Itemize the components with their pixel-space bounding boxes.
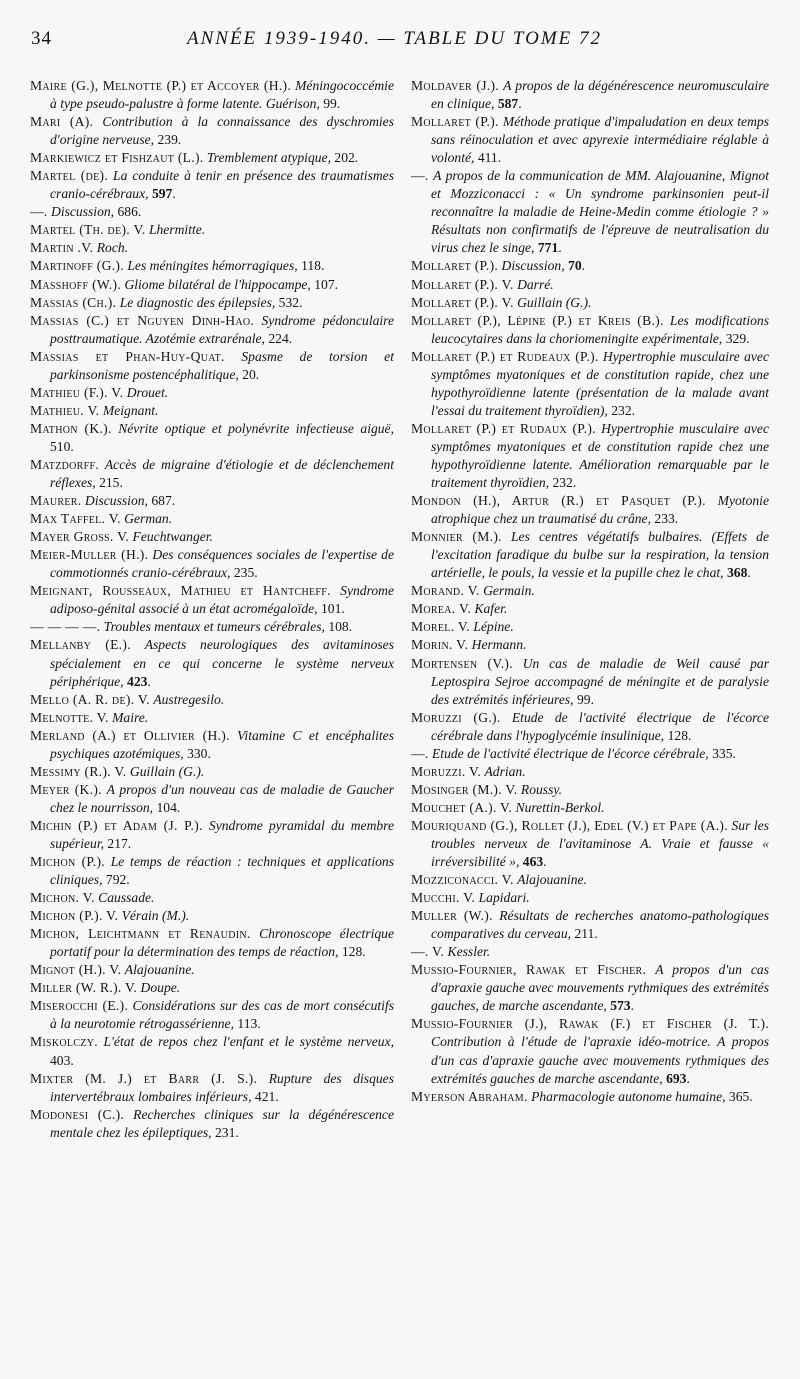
author-name: Mathieu. V. bbox=[30, 402, 100, 418]
article-title: Discussion, bbox=[501, 258, 565, 274]
article-title: Recherches cliniques sur la dégénérescence mentale chez les épileptiques, bbox=[50, 1106, 394, 1140]
page-reference: 233 bbox=[654, 511, 675, 527]
author-name: Moruzzi (G.). bbox=[411, 709, 501, 725]
page-reference: 329 bbox=[725, 330, 747, 346]
article-title: Myotonie atrophique chez un traumatisé du crâne, bbox=[431, 493, 769, 527]
index-entry: Mixter (M. J.) et Barr (J. S.). Rupture des disques intervertébraux lombaires inférieurs, 421. bbox=[30, 1070, 395, 1104]
page-reference: 463 bbox=[522, 854, 544, 870]
author-name: Morin. V. bbox=[411, 637, 469, 653]
page-reference: 532 bbox=[278, 294, 300, 310]
author-name: Mixter (M. J.) et Barr (J. S.). bbox=[30, 1070, 258, 1086]
running-title: ANNÉE 1939-1940. — TABLE DU TOME 72 bbox=[187, 28, 602, 49]
index-entry: Michon, Leichtmann et Renaudin. Chronoscope électrique portatif pour la détermination des temps de réaction, 128. bbox=[30, 926, 394, 960]
page-reference: 587 bbox=[497, 96, 519, 112]
author-name: Mathon (K.). bbox=[30, 420, 112, 436]
article-title: Contribution à la connaissance des dyschromies d'origine nerveuse, bbox=[50, 114, 394, 148]
page-number: 34 bbox=[31, 28, 52, 49]
author-name: Mouriquand (G.), Rollet (J.), Edel (V.) et Pape (A.). bbox=[411, 817, 728, 833]
author-name: —. bbox=[411, 745, 429, 761]
author-name: —. V. bbox=[411, 944, 445, 960]
article-title: Le diagnostic des épilepsies, bbox=[119, 294, 276, 310]
article-title: Rupture des disques intervertébraux lombaires inférieurs, bbox=[50, 1070, 395, 1104]
author-name: Mussio-Fournier (J.), Rawak (F.) et Fischer (J. T.). bbox=[411, 1016, 769, 1032]
article-title: Kessler. bbox=[447, 944, 491, 960]
author-name: Mollaret (P.). bbox=[411, 114, 499, 130]
page-reference: 686 bbox=[117, 204, 138, 220]
article-title: Hypertrophie musculaire avec symptômes myatoniques et de constitution rapide, chez une hypothyroïdienne latente (présentation de la malade avant l'essai du traitement thyroïdien), bbox=[431, 348, 770, 418]
author-name: Mussio-Fournier, Rawak et Fischer. bbox=[411, 962, 647, 978]
author-name: Massias (C.) et Nguyen Dinh-Hao. bbox=[30, 312, 255, 328]
author-name: Mondon (H.), Artur (R.) et Pasquet (P.). bbox=[411, 493, 706, 509]
index-entry: Mollaret (P.) et Rudeaux (P.). Hypertrophie musculaire avec symptômes myatoniques et de constitution rapide, chez une hypothyroïdienne latente (présentation de la malade avant l'essai du traitement thyroïdien), 232. bbox=[411, 348, 770, 418]
article-title: Kafer. bbox=[474, 601, 508, 617]
page-reference: 217 bbox=[107, 835, 128, 851]
index-entry: Meyer (K.). A propos d'un nouveau cas de maladie de Gaucher chez le nourrisson, 104. bbox=[30, 781, 395, 815]
page-reference: 232 bbox=[611, 402, 632, 418]
index-entry: Michin (P.) et Adam (J. P.). Syndrome pyramidal du membre supérieur, 217. bbox=[30, 817, 395, 851]
article-title: Maire. bbox=[112, 709, 149, 725]
page-reference: 693 bbox=[666, 1070, 687, 1086]
article-title: Chronoscope électrique portatif pour la détermination des temps de réaction, bbox=[50, 926, 394, 960]
index-entry: Monnier (M.). Les centres végétatifs bulbaires. (Effets de l'excitation faradique du bulbe sur la respiration, la tension artérielle, le pouls, la vessie et la pupille chez le chat, 368. bbox=[411, 529, 769, 581]
article-title: A propos de la communication de MM. Alajouanine, Mignot et Mozziconacci : « Un syndrome parkinsonien peut-il reconnaître la maladie de Heine-Medin comme étiologie ? » Résultats non confirmatifs de l'épreuve de neutralisation du virus chez le singe, bbox=[431, 168, 769, 256]
author-name: Mucchi. V. bbox=[411, 890, 476, 906]
author-name: Mignot (H.). V. bbox=[30, 962, 122, 978]
author-name: Merland (A.) et Ollivier (H.). bbox=[30, 727, 230, 743]
author-name: Miller (W. R.). V. bbox=[30, 980, 138, 996]
author-name: Matzdorff. bbox=[30, 456, 100, 472]
article-title: Névrite optique et polynévrite infectieuse aiguë, bbox=[118, 420, 394, 436]
index-entry: Muller (W.). Résultats de recherches anatomo-pathologiques comparatives du cerveau, 211. bbox=[411, 908, 769, 942]
index-entry: Mollaret (P.). Discussion, 70. bbox=[411, 258, 586, 274]
page-header bbox=[31, 28, 758, 56]
article-title: Austregesilo. bbox=[153, 691, 225, 707]
index-entry: Merland (A.) et Ollivier (H.). Vitamine C et encéphalites psychiques azotémiques, 330. bbox=[30, 727, 394, 761]
index-entry bbox=[30, 510, 394, 528]
author-name: Mello (A. R. de). V. bbox=[30, 691, 150, 707]
article-title: Contribution à l'étude de l'apraxie idéo-motrice. A propos d'un cas d'apraxie gauche avec mouvements rythmiques des extrémités gauches de marche ascendante, bbox=[431, 1034, 769, 1086]
page-reference: 573 bbox=[610, 998, 631, 1014]
index-column-right bbox=[411, 77, 769, 1106]
article-title: Meignant. bbox=[102, 402, 159, 418]
author-name: Muller (W.). bbox=[411, 908, 493, 924]
author-name: Massias (Ch.). bbox=[30, 294, 117, 310]
author-name: Masshoff (W.). bbox=[30, 276, 122, 292]
author-name: Michin (P.) et Adam (J. P.). bbox=[30, 817, 203, 833]
article-title: Alajouanine. bbox=[124, 962, 195, 978]
page-reference: 365 bbox=[728, 1088, 750, 1104]
author-name: Martin .V. bbox=[30, 240, 94, 256]
index-entry: Mari (A). Contribution à la connaissance des dyschromies d'origine nerveuse, 239. bbox=[30, 114, 394, 148]
article-title: Doupe. bbox=[140, 980, 181, 996]
index-entry: —. Discussion, 686. bbox=[30, 204, 142, 220]
page-reference: 597 bbox=[151, 186, 173, 202]
index-entry bbox=[30, 528, 394, 546]
article-title: Spasme de torsion et parkinsonisme postencéphalitique, bbox=[50, 348, 394, 382]
index-entry: Michon (P.). Le temps de réaction : techniques et applications cliniques, 792. bbox=[30, 854, 394, 888]
article-title: Lhermitte. bbox=[148, 222, 206, 238]
page-reference: 231 bbox=[214, 1124, 236, 1140]
index-entry: Mussio-Fournier (J.), Rawak (F.) et Fischer (J. T.). Contribution à l'étude de l'apraxie idéo-motrice. A propos d'un cas d'apraxie gauche avec mouvements rythmiques des extrémités gauches de marche ascendante, 693. bbox=[411, 1016, 769, 1086]
article-title: Alajouanine. bbox=[517, 872, 587, 888]
author-name: Martinoff (G.). bbox=[30, 258, 124, 274]
page-reference: 70 bbox=[568, 258, 582, 274]
index-entry: Mortensen (V.). Un cas de maladie de Weil causé par Leptospira Sejroe accompagné de méningite et de paralysie des extrémités inférieures, 99. bbox=[411, 655, 769, 707]
page-reference: 423 bbox=[127, 673, 148, 689]
index-entry bbox=[411, 600, 769, 618]
author-name: Martel (de). bbox=[30, 168, 109, 184]
page-reference: 128 bbox=[667, 727, 688, 743]
page-reference: 20 bbox=[242, 366, 256, 382]
article-title: L'état de repos chez l'enfant et le système nerveux, bbox=[103, 1034, 395, 1050]
index-entry bbox=[411, 294, 769, 312]
page-reference: 108 bbox=[328, 619, 349, 635]
author-name: Meyer (K.). bbox=[30, 781, 102, 797]
index-entry: Mollaret (P.), Lépine (P.) et Kreis (B.). Les modifications leucocytaires dans la choriomeningite expérimentale, 329. bbox=[411, 312, 769, 346]
page-reference: 211 bbox=[574, 926, 595, 942]
article-title: Hermann. bbox=[471, 637, 527, 653]
page-reference: 403 bbox=[50, 1052, 71, 1068]
index-entry: Modonesi (C.). Recherches cliniques sur la dégénérescence mentale chez les épileptiques, 231. bbox=[30, 1106, 394, 1140]
author-name: Moldaver (J.). bbox=[411, 78, 500, 93]
index-entry: Mouriquand (G.), Rollet (J.), Edel (V.) et Pape (A.). Sur les troubles nerveux de l'avitaminose A. Vraie et fausse « irréversibilité », 463. bbox=[411, 817, 770, 870]
article-title: Méningococcémie à type pseudo-palustre à forme latente. Guérison, bbox=[50, 78, 394, 112]
article-title: Syndrome adiposo-génital associé à un état acromégaloïde, bbox=[50, 583, 394, 617]
index-entry bbox=[411, 582, 769, 600]
index-entry: Maire (G.), Melnotte (P.) et Accoyer (H.). Méningococcémie à type pseudo-palustre à forme latente. Guérison, 99. bbox=[30, 78, 394, 112]
index-entry bbox=[411, 943, 769, 961]
author-name: Miskolczy. bbox=[30, 1034, 98, 1050]
index-entry bbox=[30, 979, 394, 997]
page-reference: 687 bbox=[151, 493, 172, 509]
author-name: Martel (Th. de). V. bbox=[30, 222, 146, 238]
index-entry: Massias et Phan-Huy-Quat. Spasme de torsion et parkinsonisme postencéphalitique, 20. bbox=[30, 348, 394, 382]
page-reference: 411 bbox=[477, 150, 498, 166]
article-title: Méthode pratique d'impaludation en deux temps sans réinoculation et avec apyrexie intermédiaire réglable à volonté, bbox=[431, 114, 769, 166]
author-name: Mozziconacci. V. bbox=[411, 872, 514, 888]
index-entry bbox=[30, 402, 394, 420]
index-entry bbox=[30, 221, 394, 239]
article-title: A propos de la dégénérescence neuromusculaire en clinique, bbox=[431, 78, 769, 112]
author-name: Mollaret (P.). V. bbox=[411, 294, 514, 310]
article-title: Etude de l'activité électrique de l'écorce cérébrale dans l'hypoglycémie insulinique, bbox=[431, 709, 769, 743]
index-entry bbox=[30, 239, 394, 257]
article-title: Discussion, bbox=[51, 204, 115, 220]
page-reference: 118 bbox=[301, 258, 321, 274]
article-title: Roch. bbox=[96, 240, 129, 256]
index-entry: Mussio-Fournier, Rawak et Fischer. A propos d'un cas d'apraxie gauche avec mouvements rythmiques des extrémités gauches, de marche ascendante, 573. bbox=[411, 962, 769, 1014]
author-name: Massias et Phan-Huy-Quat. bbox=[30, 348, 225, 364]
index-entry bbox=[411, 276, 769, 294]
index-entry bbox=[411, 763, 769, 781]
article-title: Drouet. bbox=[126, 384, 169, 400]
article-title: Tremblement atypique, bbox=[206, 150, 331, 166]
index-entry bbox=[30, 907, 394, 925]
author-name: Mollaret (P.) et Rudeaux (P.). bbox=[411, 348, 599, 364]
index-entry bbox=[411, 781, 769, 799]
author-name: Morand. V. bbox=[411, 583, 480, 599]
author-name: —. bbox=[30, 204, 48, 220]
page-reference: 335 bbox=[712, 745, 733, 761]
article-title: Les modifications leucocytaires dans la choriomeningite expérimentale, bbox=[431, 312, 769, 346]
author-name: Mollaret (P.). bbox=[411, 258, 499, 274]
author-name: Melnotte. V. bbox=[30, 709, 109, 725]
author-name: Meier-Muller (H.). bbox=[30, 547, 149, 563]
index-entry: Meier-Muller (H.). Des conséquences sociales de l'expertise de commotionnés cranio-cérébraux, 235. bbox=[30, 547, 394, 581]
article-title: Guillain (G.). bbox=[517, 294, 592, 310]
article-title: Syndrome pédonculaire posttraumatique. Azotémie extrarénale, bbox=[50, 312, 394, 346]
article-title: Vitamine C et encéphalites psychiques azotémiques, bbox=[50, 727, 394, 761]
index-entry: Mathon (K.). Névrite optique et polynévrite infectieuse aiguë, 510. bbox=[30, 420, 394, 454]
article-title: Pharmacologie autonome humaine, bbox=[531, 1088, 726, 1104]
index-entry bbox=[411, 799, 769, 817]
author-name: Michon. V. bbox=[30, 890, 95, 906]
author-name: Mellanby (E.). bbox=[30, 637, 131, 653]
index-entry bbox=[30, 961, 394, 979]
page-reference: 99 bbox=[576, 691, 591, 707]
article-title: Les centres végétatifs bulbaires. (Effets de l'excitation faradique du bulbe sur la respiration, la tension artérielle, le pouls, la vessie et la pupille chez le chat, bbox=[431, 529, 769, 581]
index-entry bbox=[411, 618, 769, 636]
author-name: Mollaret (P.). V. bbox=[411, 276, 514, 292]
article-title: Etude de l'activité électrique de l'écorce cérébrale, bbox=[432, 745, 709, 761]
author-name: Mollaret (P.), Lépine (P.) et Kreis (B.). bbox=[411, 312, 664, 328]
index-entry: Mondon (H.), Artur (R.) et Pasquet (P.). Myotonie atrophique chez un traumatisé du crâne, 233. bbox=[411, 493, 769, 527]
index-entry bbox=[411, 889, 769, 907]
page-reference: 224 bbox=[268, 330, 289, 346]
index-entry: Markiewicz et Fishzaut (L.). Tremblement atypique, 202. bbox=[30, 150, 359, 166]
author-name: Mouchet (A.). V. bbox=[411, 799, 513, 815]
index-entry: Matzdorff. Accès de migraine d'étiologie et de déclenchement réflexes, 215. bbox=[30, 456, 394, 491]
index-entry: Myerson Abraham. Pharmacologie autonome humaine, 365. bbox=[411, 1088, 753, 1104]
article-title: Des conséquences sociales de l'expertise de commotionnés cranio-cérébraux, bbox=[50, 547, 394, 581]
article-title: Considérations sur des cas de mort consécutifs à la neurotomie rétrogassérienne, bbox=[50, 998, 394, 1032]
author-name: Michon, Leichtmann et Renaudin. bbox=[30, 926, 251, 942]
page-reference: 99 bbox=[323, 96, 337, 112]
index-entry: Miserocchi (E.). Considérations sur des cas de mort consécutifs à la neurotomie rétrogassérienne, 113. bbox=[30, 998, 394, 1032]
article-title: A propos d'un nouveau cas de maladie de Gaucher chez le nourrisson, bbox=[50, 781, 395, 815]
author-name: Messimy (R.). V. bbox=[30, 763, 127, 779]
article-title: Feuchtwanger. bbox=[132, 529, 213, 545]
author-name: Maire (G.), Melnotte (P.) et Accoyer (H.). bbox=[30, 78, 292, 93]
article-title: Guillain (G.). bbox=[129, 763, 205, 779]
author-name: Max Taffel. V. bbox=[30, 511, 121, 527]
article-title: Gliome bilatéral de l'hippocampe, bbox=[124, 276, 311, 292]
author-name: Michon (P.). V. bbox=[30, 908, 119, 924]
page-reference: 215 bbox=[99, 475, 120, 491]
article-title: Aspects neurologiques des avitaminoses spécialement en ce qui concerne le système nerveux périphérique, bbox=[50, 637, 394, 689]
author-name: —. bbox=[411, 168, 429, 184]
author-name: — — — —. bbox=[30, 619, 101, 635]
article-title: Discussion, bbox=[84, 493, 148, 509]
index-entry bbox=[30, 384, 394, 402]
article-title: Un cas de maladie de Weil causé par Leptospira Sejroe accompagné de méningite et de paralysie des extrémités inférieures, bbox=[431, 655, 769, 707]
author-name: Mari (A). bbox=[30, 114, 94, 130]
article-title: Lépine. bbox=[473, 619, 514, 635]
author-name: Mathieu (F.). V. bbox=[30, 384, 124, 400]
author-name: Miserocchi (E.). bbox=[30, 998, 129, 1014]
article-title: Caussade. bbox=[98, 890, 155, 906]
page-reference: 792 bbox=[105, 872, 127, 888]
index-column-left bbox=[30, 77, 394, 1142]
article-title: Adrian. bbox=[484, 763, 526, 779]
article-title: Darré. bbox=[517, 276, 554, 292]
author-name: Mortensen (V.). bbox=[411, 655, 513, 671]
author-name: Maurer. bbox=[30, 493, 82, 509]
author-name: Markiewicz et Fishzaut (L.). bbox=[30, 150, 204, 166]
index-entry: —. A propos de la communication de MM. Alajouanine, Mignot et Mozziconacci : « Un syndrome parkinsonien peut-il reconnaître la maladie de Heine-Medin comme étiologie ? » Résultats non confirmatifs de l'épreuve de neutralisation du virus chez le singe, 771. bbox=[411, 168, 769, 256]
page-reference: 232 bbox=[552, 475, 573, 491]
page-reference: 239 bbox=[157, 132, 178, 148]
index-entry bbox=[411, 636, 769, 654]
article-title: Accès de migraine d'étiologie et de déclenchement réflexes, bbox=[50, 456, 394, 491]
index-entry: —. Etude de l'activité électrique de l'écorce cérébrale, 335. bbox=[411, 745, 736, 761]
index-entry bbox=[411, 871, 769, 889]
page-reference: 101 bbox=[320, 601, 342, 617]
article-title: A propos d'un cas d'apraxie gauche avec mouvements rythmiques des extrémités gauches, de marche ascendante, bbox=[431, 962, 769, 1014]
page-reference: 368 bbox=[726, 565, 748, 581]
author-name: Mosinger (M.). V. bbox=[411, 781, 518, 797]
author-name: Michon (P.). bbox=[30, 854, 105, 870]
author-name: Mollaret (P.) et Rudaux (P.). bbox=[411, 420, 596, 436]
article-title: Troubles mentaux et tumeurs cérébrales, bbox=[103, 619, 325, 635]
author-name: Mayer Gross. V. bbox=[30, 529, 130, 545]
index-entry: Masshoff (W.). Gliome bilatéral de l'hippocampe, 107. bbox=[30, 276, 339, 292]
index-entry bbox=[30, 763, 394, 781]
index-entry: Mollaret (P.). Méthode pratique d'impaludation en deux temps sans réinoculation et avec apyrexie intermédiaire réglable à volonté, 411. bbox=[411, 114, 769, 166]
article-title: Roussy. bbox=[520, 781, 563, 797]
index-entry: Mollaret (P.) et Rudaux (P.). Hypertrophie musculaire avec symptômes myatoniques et de constitution rapide chez une hypothyroïdienne latente. Amélioration remarquable par le traitement thyroïdien, 232. bbox=[411, 420, 769, 491]
index-entry: Martel (de). La conduite à tenir en présence des traumatismes cranio-cérébraux, 597. bbox=[30, 168, 395, 202]
article-title: Résultats de recherches anatomo-pathologiques comparatives du cerveau, bbox=[431, 908, 769, 942]
article-title: Sur les troubles nerveux de l'avitaminose A. Vraie et fausse « irréversibilité », bbox=[431, 817, 770, 870]
article-title: Syndrome pyramidal du membre supérieur, bbox=[50, 817, 395, 851]
author-name: Modonesi (C.). bbox=[30, 1106, 125, 1122]
page-reference: 104 bbox=[156, 799, 177, 815]
article-title: Les méningites hémorragiques, bbox=[127, 258, 298, 274]
author-name: Morel. V. bbox=[411, 619, 470, 635]
article-title: La conduite à tenir en présence des traumatismes cranio-cérébraux, bbox=[50, 168, 395, 202]
page-reference: 202 bbox=[334, 150, 355, 166]
index-entry: Moldaver (J.). A propos de la dégénérescence neuromusculaire en clinique, 587. bbox=[411, 78, 769, 112]
index-entry: Maurer. Discussion, 687. bbox=[30, 493, 176, 509]
page-reference: 113 bbox=[237, 1016, 258, 1032]
author-name: Meignant, Rousseaux, Mathieu et Hantcheff. bbox=[30, 583, 331, 599]
index-entry bbox=[30, 691, 394, 709]
page-reference: 771 bbox=[537, 240, 559, 256]
index-entry: Miskolczy. L'état de repos chez l'enfant et le système nerveux, 403. bbox=[30, 1034, 395, 1068]
article-title: Germain. bbox=[483, 583, 535, 599]
author-name: Moruzzi. V. bbox=[411, 763, 482, 779]
index-entry: Martinoff (G.). Les méningites hémorragiques, 118. bbox=[30, 258, 325, 274]
article-title: Nurettin-Berkol. bbox=[515, 799, 605, 815]
page-reference: 107 bbox=[314, 276, 335, 292]
index-entry: — — — —. Troubles mentaux et tumeurs cérébrales, 108. bbox=[30, 619, 353, 635]
author-name: Morea. V. bbox=[411, 601, 472, 617]
page-reference: 421 bbox=[254, 1088, 276, 1104]
author-name: Myerson Abraham. bbox=[411, 1088, 528, 1104]
article-title: German. bbox=[124, 511, 173, 527]
index-entry: Massias (C.) et Nguyen Dinh-Hao. Syndrome pédonculaire posttraumatique. Azotémie extrarénale, 224. bbox=[30, 312, 394, 346]
article-title: Le temps de réaction : techniques et applications cliniques, bbox=[50, 854, 394, 888]
index-entry: Moruzzi (G.). Etude de l'activité électrique de l'écorce cérébrale dans l'hypoglycémie insulinique, 128. bbox=[411, 709, 769, 743]
page-reference: 510 bbox=[50, 438, 71, 454]
article-title: Hypertrophie musculaire avec symptômes myatoniques et de constitution rapide chez une hypothyroïdienne latente. Amélioration remarquable par le traitement thyroïdien, bbox=[431, 420, 769, 491]
page-reference: 330 bbox=[187, 745, 208, 761]
article-title: Lapidari. bbox=[478, 890, 530, 906]
index-entry bbox=[30, 889, 394, 907]
index-entry: Mellanby (E.). Aspects neurologiques des avitaminoses spécialement en ce qui concerne le système nerveux périphérique, 423. bbox=[30, 637, 394, 689]
author-name: Monnier (M.). bbox=[411, 529, 502, 545]
index-entry: Massias (Ch.). Le diagnostic des épilepsies, 532. bbox=[30, 294, 303, 310]
index-entry: Meignant, Rousseaux, Mathieu et Hantcheff. Syndrome adiposo-génital associé à un état acromégaloïde, 101. bbox=[30, 583, 394, 617]
article-title: Vérain (M.). bbox=[121, 908, 190, 924]
page-reference: 235 bbox=[233, 565, 255, 581]
page-reference: 128 bbox=[341, 944, 363, 960]
index-entry bbox=[30, 709, 394, 727]
